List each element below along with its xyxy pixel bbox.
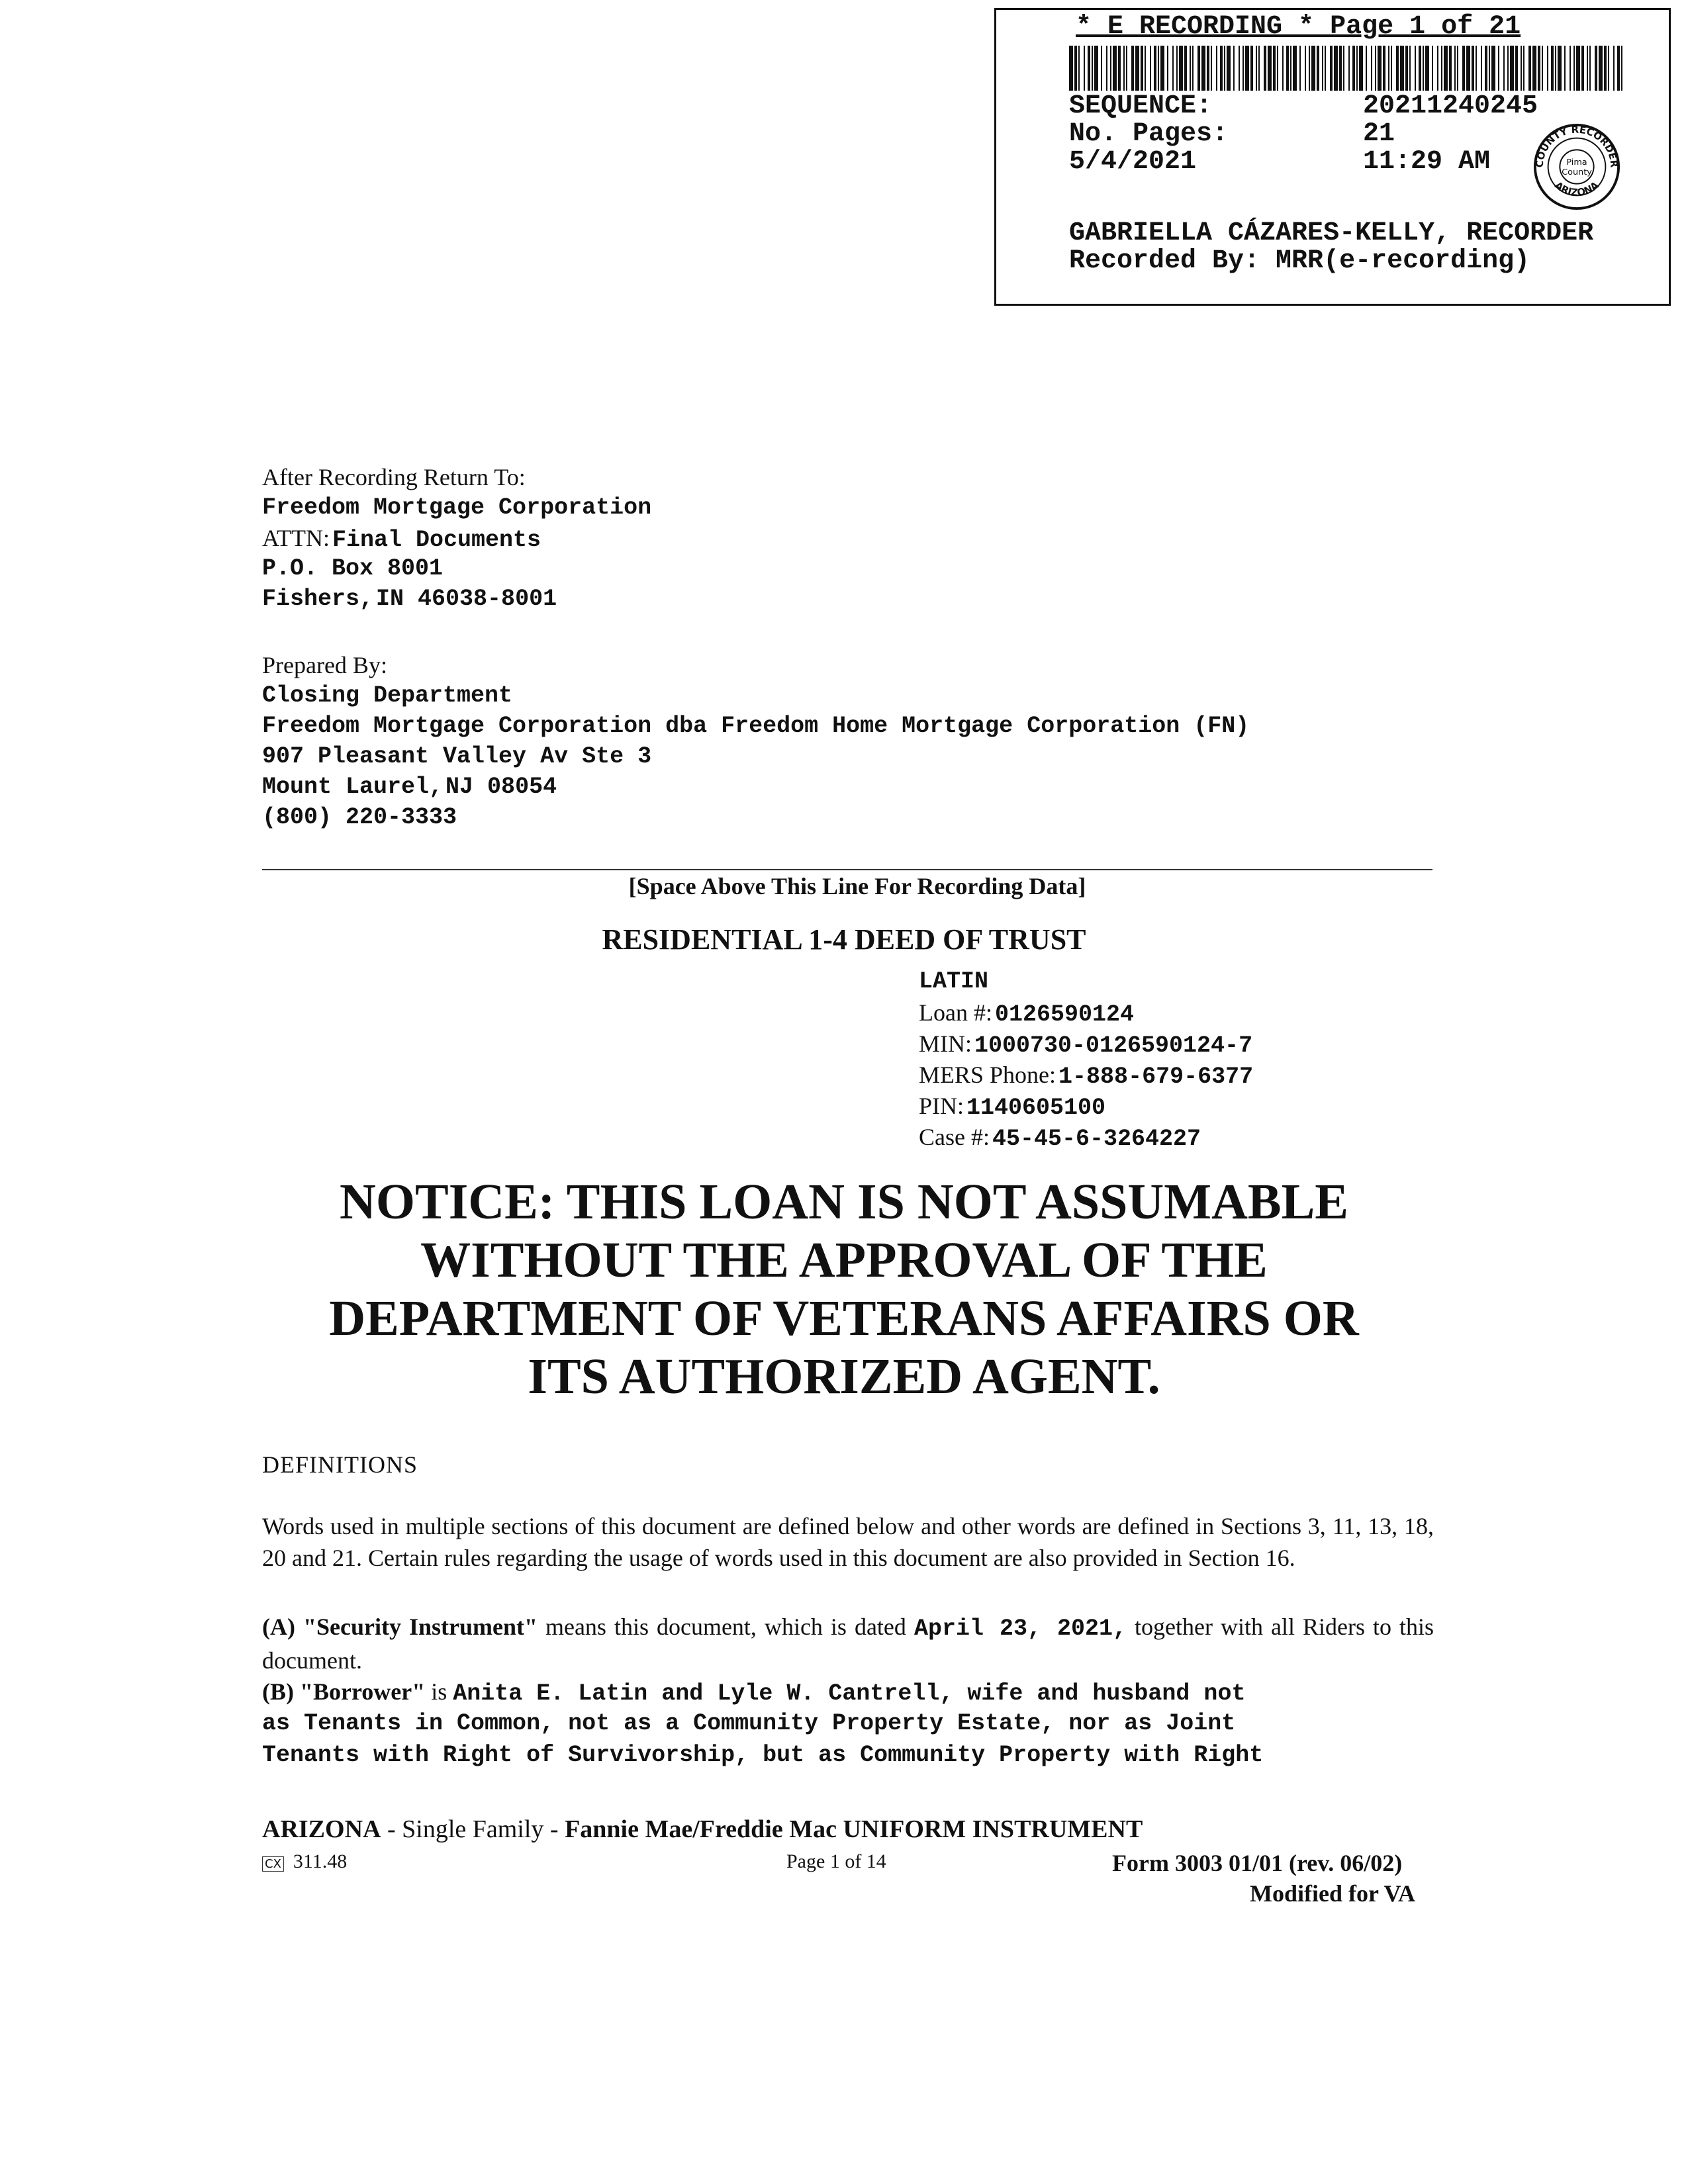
prepared-by-block [262, 650, 1249, 833]
barcode-bar [1268, 46, 1272, 91]
footer-form-number: Form 3003 01/01 (rev. 06/02) [1112, 1850, 1403, 1876]
barcode-bar [1498, 46, 1499, 91]
barcode [1069, 46, 1625, 91]
barcode-bar [1542, 46, 1543, 91]
barcode-bar [1184, 46, 1187, 91]
prepared-by-dept: Closing Department [262, 682, 513, 709]
footer-page-number: Page 1 of 14 [786, 1850, 886, 1872]
barcode-bar [1576, 46, 1580, 91]
barcode-bar [1286, 46, 1289, 91]
definition-b-line-2: as Tenants in Common, not as a Community Property Estate, nor as Joint [262, 1710, 1236, 1737]
barcode-bar [1599, 46, 1603, 91]
barcode-bar [1595, 46, 1597, 91]
pin-value: 1140605100 [966, 1095, 1106, 1121]
barcode-bar [1317, 46, 1319, 91]
assumability-notice [0, 1173, 1688, 1406]
barcode-bar [1325, 46, 1326, 91]
loan-info-block [919, 966, 1253, 1153]
footer-form-code [262, 1850, 347, 1873]
recorded-by: Recorded By: MRR(e-recording) [1069, 246, 1530, 276]
barcode-bar [1207, 46, 1209, 91]
notice-line-2: WITHOUT THE APPROVAL OF THE [420, 1232, 1268, 1288]
barcode-bar [1503, 46, 1505, 91]
notice-line-1: NOTICE: THIS LOAN IS NOT ASSUMABLE [340, 1174, 1348, 1230]
sequence-value: 20211240245 [1363, 91, 1538, 121]
barcode-bar [1587, 46, 1588, 91]
pages-value: 21 [1363, 119, 1395, 149]
barcode-bar [1339, 46, 1342, 91]
barcode-bar [1551, 46, 1554, 91]
barcode-bar [1243, 46, 1244, 91]
barcode-bar [1371, 46, 1372, 91]
return-to-block [262, 462, 651, 614]
return-to-company: Freedom Mortgage Corporation [262, 494, 652, 521]
definition-b-is: is [431, 1678, 447, 1705]
recorder-name: GABRIELLA CÁZARES-KELLY, RECORDER [1069, 218, 1594, 248]
barcode-bar [1409, 46, 1411, 91]
barcode-bar [1110, 46, 1111, 91]
barcode-bar [1343, 46, 1344, 91]
barcode-bar [1396, 46, 1399, 91]
barcode-bar [1437, 46, 1438, 91]
prepared-by-street: 907 Pleasant Valley Av Ste 3 [262, 743, 652, 770]
svg-text:ARIZONA: ARIZONA [1552, 179, 1601, 199]
barcode-bar [1158, 46, 1159, 91]
definitions-intro: Words used in multiple sections of this document are defined below and other words are defined in Sections 3, 11, 13, 18, 20 and 21. Certain rules regarding the usage of words used in this document are also provided in Section 16. [262, 1513, 1434, 1571]
stamp-header: * E RECORDING * Page 1 of 21 [1076, 12, 1521, 42]
barcode-bar [1462, 46, 1465, 91]
barcode-bar [1454, 46, 1456, 91]
barcode-bar [1472, 46, 1474, 91]
county-recorder-seal [1531, 121, 1622, 212]
case-number-label: Case #: [919, 1124, 990, 1150]
barcode-bar [1293, 46, 1297, 91]
definition-b-line-1: Anita E. Latin and Lyle W. Cantrell, wife and husband not [453, 1680, 1246, 1707]
barcode-bar [1444, 46, 1448, 91]
barcode-bar [1510, 46, 1514, 91]
pin-label: PIN: [919, 1093, 964, 1119]
barcode-bar [1383, 46, 1385, 91]
barcode-bar [1131, 46, 1134, 91]
prepared-by-company: Freedom Mortgage Corporation dba Freedom Home Mortgage Corporation (FN) [262, 713, 1250, 739]
barcode-bar [1489, 46, 1490, 91]
loan-number-label: Loan #: [919, 999, 992, 1026]
barcode-bar [1481, 46, 1482, 91]
min-label: MIN: [919, 1030, 972, 1057]
barcode-bar [1101, 46, 1102, 91]
barcode-bar [1515, 46, 1518, 91]
barcode-bar [1078, 46, 1080, 91]
document-title: RESIDENTIAL 1-4 DEED OF TRUST [602, 923, 1086, 956]
return-to-label: After Recording Return To: [262, 464, 526, 490]
notice-line-4: ITS AUTHORIZED AGENT. [528, 1349, 1160, 1404]
definition-a-date: April 23, 2021, [914, 1615, 1127, 1642]
barcode-bar [1555, 46, 1556, 91]
barcode-bar [1348, 46, 1350, 91]
barcode-bar [1423, 46, 1424, 91]
barcode-bar [1160, 46, 1164, 91]
footer-code-text: 311.48 [293, 1850, 348, 1872]
svg-text:COUNTY RECORDER: COUNTY RECORDER [1534, 124, 1620, 168]
footer-modified-note: Modified for VA [1250, 1880, 1416, 1907]
barcode-bar [1388, 46, 1389, 91]
definition-b-label-line [262, 1676, 1434, 1709]
barcode-bar [1608, 46, 1609, 91]
barcode-bar [1613, 46, 1615, 91]
space-above-note: [Space Above This Line For Recording Data] [628, 873, 1086, 899]
barcode-bar [1264, 46, 1266, 91]
barcode-bar [1466, 46, 1470, 91]
barcode-bar [1375, 46, 1376, 91]
definitions-heading: DEFINITIONS [262, 1451, 418, 1478]
barcode-bar [1282, 46, 1284, 91]
footer-instrument-line [262, 1815, 1143, 1844]
barcode-bar [1250, 46, 1253, 91]
mers-phone-label: MERS Phone: [919, 1062, 1056, 1088]
barcode-bar [1419, 46, 1421, 91]
attn-label: ATTN: [262, 525, 330, 551]
barcode-bar [1485, 46, 1487, 91]
prepared-by-phone: (800) 220-3333 [262, 804, 457, 831]
barcode-bar [1558, 46, 1562, 91]
barcode-bar [1141, 46, 1143, 91]
return-to-address: P.O. Box 8001 [262, 555, 444, 582]
mers-phone-value: 1-888-679-6377 [1058, 1064, 1254, 1090]
barcode-bar [1192, 46, 1194, 91]
min-value: 1000730-0126590124-7 [974, 1032, 1253, 1059]
barcode-bar [1273, 46, 1276, 91]
barcode-bar [1172, 46, 1174, 91]
barcode-bar [1227, 46, 1231, 91]
barcode-bar [1258, 46, 1260, 91]
barcode-bar [1538, 46, 1540, 91]
barcode-bar [1290, 46, 1291, 91]
barcode-bar [1457, 46, 1458, 91]
barcode-bar [1092, 46, 1093, 91]
barcode-bar [1449, 46, 1452, 91]
barcode-bar [1432, 46, 1433, 91]
barcode-bar [1589, 46, 1591, 91]
barcode-bar [1441, 46, 1442, 91]
record-date: 5/4/2021 [1069, 147, 1197, 177]
attn-value: Final Documents [332, 527, 541, 553]
barcode-bar [1352, 46, 1355, 91]
prepared-by-state-zip: NJ 08054 [445, 774, 557, 800]
barcode-bar [1179, 46, 1183, 91]
barcode-bar [1074, 46, 1077, 91]
barcode-bar [1547, 46, 1548, 91]
barcode-bar [1570, 46, 1571, 91]
pages-label: No. Pages: [1069, 119, 1229, 149]
barcode-bar [1564, 46, 1566, 91]
barcode-bar [1309, 46, 1310, 91]
barcode-bar [1113, 46, 1117, 91]
barcode-bar [1245, 46, 1249, 91]
record-time: 11:29 AM [1363, 147, 1491, 177]
svg-text:Pima: Pima [1566, 158, 1587, 168]
svg-text:County: County [1562, 167, 1592, 177]
prepared-by-label: Prepared By: [262, 652, 387, 678]
barcode-bar [1167, 46, 1168, 91]
barcode-bar [1359, 46, 1363, 91]
barcode-bar [1366, 46, 1367, 91]
recording-data-rule [262, 869, 1432, 870]
barcode-bar [1581, 46, 1584, 91]
barcode-bar [1378, 46, 1382, 91]
barcode-bar [1528, 46, 1531, 91]
barcode-bar [1123, 46, 1125, 91]
borrower-code: LATIN [919, 968, 989, 995]
barcode-bar [1106, 46, 1107, 91]
definition-b-label: (B) "Borrower" [262, 1678, 426, 1705]
definition-a-label: (A) "Security Instrument" [262, 1614, 538, 1640]
barcode-bar [1391, 46, 1392, 91]
barcode-bar [1094, 46, 1098, 91]
barcode-bar [1425, 46, 1429, 91]
barcode-bar [1190, 46, 1191, 91]
barcode-bar [1216, 46, 1217, 91]
barcode-bar [1118, 46, 1121, 91]
footer-state: ARIZONA [262, 1815, 381, 1843]
barcode-bar [1405, 46, 1408, 91]
barcode-bar [1233, 46, 1235, 91]
barcode-bar [1135, 46, 1139, 91]
recording-stamp [994, 8, 1671, 306]
barcode-bar [1334, 46, 1338, 91]
footer-family-type: - Single Family - [381, 1815, 565, 1843]
barcode-bar [1154, 46, 1156, 91]
barcode-bar [1311, 46, 1315, 91]
definition-a-text2: together with all Riders to this document. [262, 1614, 1434, 1674]
barcode-bar [1621, 46, 1622, 91]
barcode-bar [1400, 46, 1404, 91]
barcode-bar [1277, 46, 1278, 91]
sequence-label: SEQUENCE: [1069, 91, 1213, 121]
barcode-bar [1604, 46, 1607, 91]
barcode-bar [1532, 46, 1536, 91]
notice-line-3: DEPARTMENT OF VETERANS AFFAIRS OR [329, 1291, 1359, 1346]
barcode-bar [1415, 46, 1416, 91]
barcode-bar [1150, 46, 1151, 91]
barcode-bar [1176, 46, 1178, 91]
definition-a-text1: means this document, which is dated [545, 1614, 906, 1640]
barcode-bar [1211, 46, 1212, 91]
barcode-bar [1507, 46, 1509, 91]
barcode-bar [1201, 46, 1205, 91]
barcode-bar [1491, 46, 1495, 91]
case-number-value: 45-45-6-3264227 [992, 1126, 1201, 1152]
barcode-bar [1069, 46, 1073, 91]
barcode-bar [1476, 46, 1477, 91]
barcode-bar [1523, 46, 1524, 91]
return-to-city: Fishers, [262, 586, 374, 612]
barcode-bar [1521, 46, 1522, 91]
barcode-bar [1356, 46, 1358, 91]
barcode-bar [1220, 46, 1223, 91]
barcode-bar [1239, 46, 1240, 91]
barcode-bar [1088, 46, 1090, 91]
barcode-bar [1197, 46, 1200, 91]
definition-b-line-3: Tenants with Right of Survivorship, but as Community Property with Right [262, 1742, 1264, 1768]
barcode-bar [1322, 46, 1323, 91]
barcode-bar [1330, 46, 1333, 91]
barcode-bar [1256, 46, 1257, 91]
barcode-bar [1145, 46, 1146, 91]
barcode-bar [1126, 46, 1127, 91]
barcode-bar [1299, 46, 1301, 91]
barcode-bar [1617, 46, 1620, 91]
barcode-bar [1573, 46, 1575, 91]
footer-logo-icon: CX [262, 1856, 284, 1872]
barcode-bar [1084, 46, 1085, 91]
barcode-bar [1224, 46, 1225, 91]
return-to-state-zip: IN 46038-8001 [376, 586, 557, 612]
barcode-bar [1305, 46, 1306, 91]
definition-a [262, 1611, 1434, 1676]
loan-number-value: 0126590124 [994, 1001, 1135, 1028]
footer-instrument: Fannie Mae/Freddie Mac UNIFORM INSTRUMENT [565, 1815, 1143, 1843]
prepared-by-city: Mount Laurel, [262, 774, 444, 800]
